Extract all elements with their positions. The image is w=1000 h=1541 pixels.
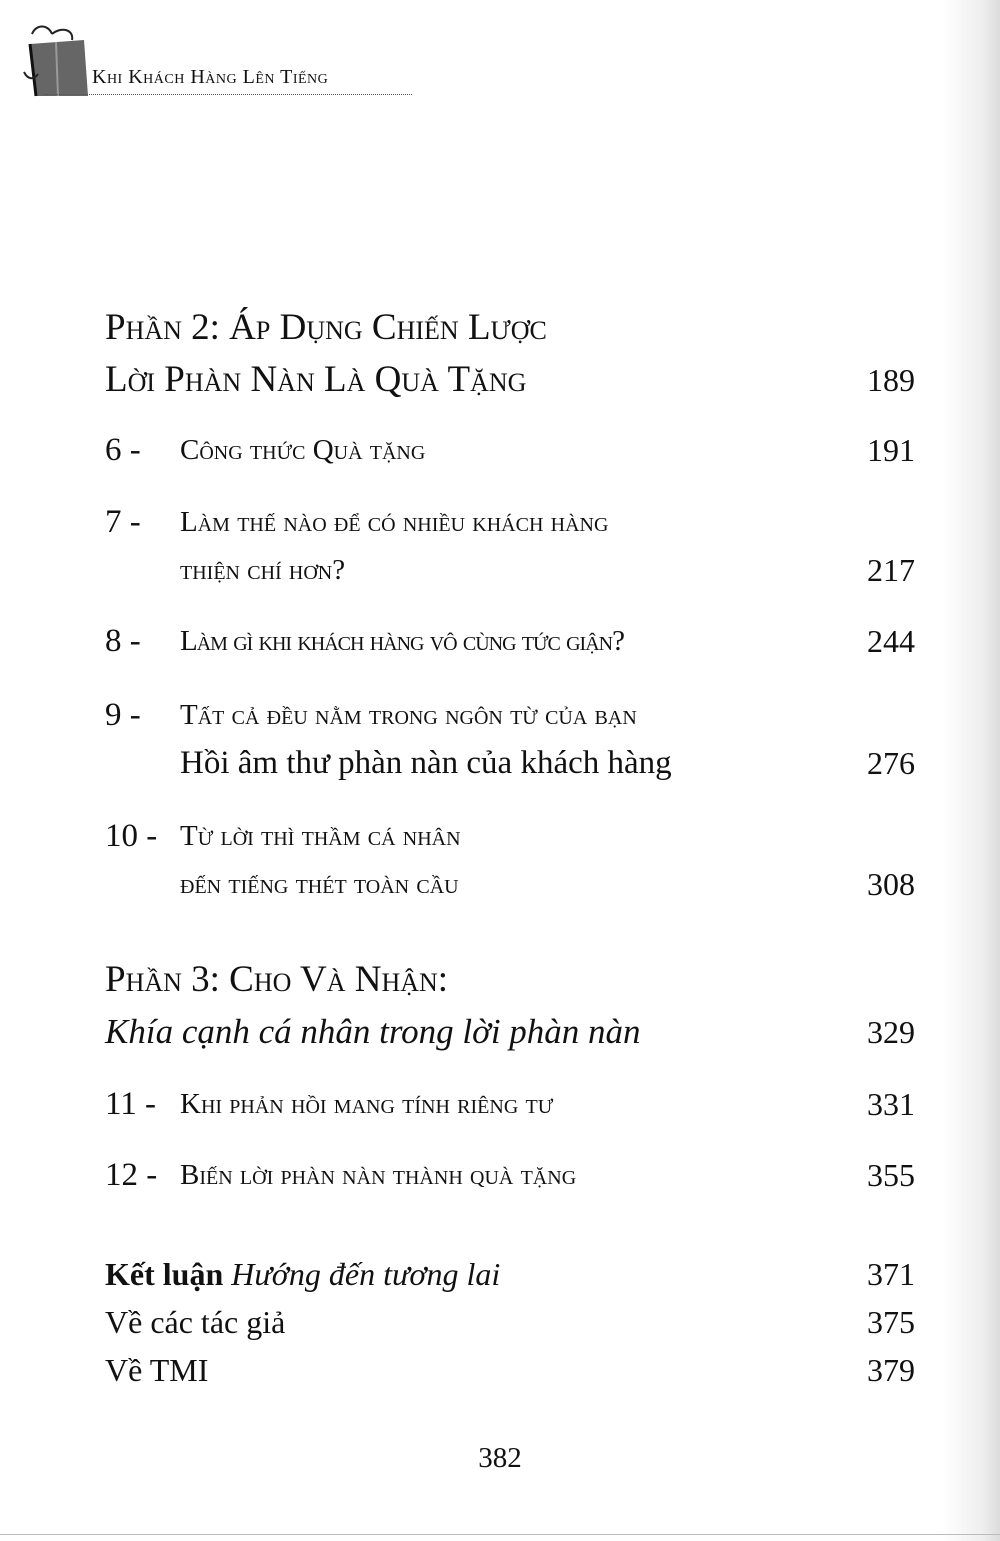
toc-entry-chapter-11 [105, 1080, 915, 1128]
conclusion-title: Hướng đến tương lai [231, 1256, 501, 1292]
page-ref: 329 [867, 1014, 915, 1050]
page-ref: 217 [867, 552, 915, 588]
toc-part-3 [105, 954, 915, 1058]
header-divider [44, 94, 412, 95]
gift-bag-icon [22, 22, 92, 100]
chapter-title: Làm thế nào để có nhiều khách hàng [180, 506, 609, 538]
toc-part-2 [105, 302, 915, 406]
chapter-number: 10 - [105, 818, 158, 854]
page-ref: 191 [867, 432, 915, 468]
toc-entry-chapter-10 [105, 812, 915, 908]
page-ref: 375 [867, 1304, 915, 1340]
page-ref: 244 [867, 623, 915, 659]
bottom-edge-line [0, 1534, 1000, 1535]
chapter-number: 7 - [105, 504, 141, 540]
toc-entry-tmi [105, 1346, 915, 1394]
toc-entry-authors [105, 1298, 915, 1346]
toc-entry-chapter-9 [105, 691, 915, 787]
chapter-number: 6 - [105, 432, 141, 468]
chapter-title: Công thức Quà tặng [180, 434, 426, 466]
page-header [22, 22, 422, 102]
page-number: 382 [478, 1442, 522, 1474]
chapter-number: 8 - [105, 623, 141, 659]
chapter-title-continued: đến tiếng thét toàn cầu [180, 868, 459, 900]
toc-entry-chapter-6 [105, 426, 915, 474]
scan-shadow-edge [942, 0, 1000, 1541]
chapter-number: 11 - [105, 1086, 157, 1122]
page-ref: 276 [867, 745, 915, 781]
chapter-title-continued: thiện chí hơn? [180, 554, 346, 586]
part-title-line: Phần 3: Cho Và Nhận: [105, 959, 449, 1000]
page-ref: 355 [867, 1157, 915, 1193]
chapter-title: Từ lời thì thầm cá nhân [180, 820, 461, 852]
chapter-title: Biến lời phàn nàn thành quà tặng [180, 1159, 577, 1191]
toc-entry-conclusion [105, 1250, 915, 1298]
running-head-title: Khi Khách Hàng Lên Tiếng [92, 66, 329, 88]
part-title-line: Phần 2: Áp Dụng Chiến Lược [105, 307, 547, 348]
page-ref: 308 [867, 866, 915, 902]
chapter-title: Làm gì khi khách hàng vô cùng tức giận? [180, 625, 624, 657]
chapter-title: Tất cả đều nằm trong ngôn từ của bạn [180, 699, 637, 731]
part-subtitle: Khía cạnh cá nhân trong lời phàn nàn [105, 1012, 641, 1051]
toc-entry-chapter-8 [105, 617, 915, 665]
tmi-label: Về TMI [105, 1352, 209, 1388]
toc-entry-chapter-7 [105, 498, 915, 594]
page-ref: 189 [867, 362, 915, 398]
conclusion-label: Kết luận [105, 1256, 224, 1292]
chapter-title: Khi phản hồi mang tính riêng tư [180, 1088, 554, 1120]
toc-entry-chapter-12 [105, 1151, 915, 1199]
page-ref: 379 [867, 1352, 915, 1388]
chapter-number: 9 - [105, 697, 141, 733]
chapter-number: 12 - [105, 1157, 158, 1193]
authors-label: Về các tác giả [105, 1304, 286, 1340]
page-ref: 371 [867, 1256, 915, 1292]
chapter-subtitle: Hồi âm thư phàn nàn của khách hàng [180, 745, 672, 781]
part-title-line: Lời Phàn Nàn Là Quà Tặng [105, 359, 527, 400]
page-ref: 331 [867, 1086, 915, 1122]
